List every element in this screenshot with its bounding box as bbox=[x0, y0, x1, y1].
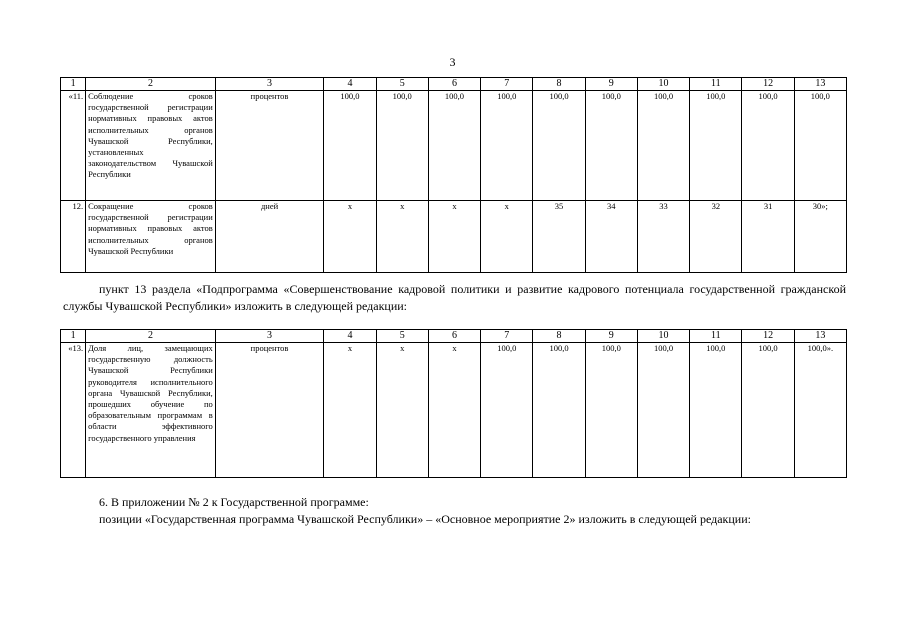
value-cell: x bbox=[324, 343, 376, 478]
value-cell: 100,0 bbox=[428, 91, 480, 201]
value-cell: 100,0 bbox=[742, 343, 794, 478]
column-header: 10 bbox=[637, 330, 689, 343]
value-cell: 31 bbox=[742, 201, 794, 273]
indicator-name: Доля лиц, замещающих государственную должность Чувашской Республики руководителя исполнительного органа Чувашской Республики, прошедших обучение по образовательным программам в области эффективного государственного управления bbox=[86, 343, 216, 478]
indicators-table-2 bbox=[60, 329, 847, 478]
unit-of-measure: процентов bbox=[215, 91, 324, 201]
indicators-table-1 bbox=[60, 77, 847, 273]
value-cell: 100,0 bbox=[533, 91, 585, 201]
value-cell: 100,0 bbox=[690, 343, 742, 478]
value-cell: x bbox=[376, 343, 428, 478]
column-header: 6 bbox=[428, 330, 480, 343]
column-header: 8 bbox=[533, 330, 585, 343]
row-number: «13. bbox=[61, 343, 86, 478]
column-header: 13 bbox=[794, 330, 846, 343]
value-cell: x bbox=[428, 201, 480, 273]
indicator-name: Сокращение сроков государственной регистрации нормативных правовых актов исполнительных органов Чувашской Республики bbox=[86, 201, 216, 273]
paragraph-positions: позиции «Государственная программа Чувашской Республики» – «Основное мероприятие 2» изложить в следующей редакции: bbox=[99, 512, 751, 526]
value-cell: 35 bbox=[533, 201, 585, 273]
paragraph-appendix-2: 6. В приложении № 2 к Государственной программе: bbox=[99, 495, 369, 509]
column-header: 2 bbox=[86, 78, 216, 91]
value-cell: 30»; bbox=[794, 201, 846, 273]
value-cell: 100,0 bbox=[794, 91, 846, 201]
column-header: 6 bbox=[428, 78, 480, 91]
column-header: 3 bbox=[215, 78, 324, 91]
value-cell: x bbox=[324, 201, 376, 273]
row-number: 12. bbox=[61, 201, 86, 273]
indicator-name: Соблюдение сроков государственной регистрации нормативных правовых актов исполнительных органов Чувашской Республики, установленных законодательством Чувашской Республики bbox=[86, 91, 216, 201]
table-header-row bbox=[61, 78, 847, 91]
column-header: 7 bbox=[481, 78, 533, 91]
unit-of-measure: дней bbox=[215, 201, 324, 273]
page-number: 3 bbox=[449, 55, 456, 69]
column-header: 11 bbox=[690, 330, 742, 343]
column-header: 5 bbox=[376, 78, 428, 91]
paragraph-section-13: пункт 13 раздела «Подпрограмма «Совершенствование кадровой политики и развитие кадрового потенциала государственной гражданской службы Чувашской Республики» изложить в следующей редакции: bbox=[63, 282, 846, 313]
value-cell: 100,0». bbox=[794, 343, 846, 478]
column-header: 7 bbox=[481, 330, 533, 343]
value-cell: 100,0 bbox=[637, 343, 689, 478]
value-cell: 100,0 bbox=[585, 91, 637, 201]
column-header: 8 bbox=[533, 78, 585, 91]
column-header: 12 bbox=[742, 330, 794, 343]
value-cell: 100,0 bbox=[637, 91, 689, 201]
column-header: 3 bbox=[215, 330, 324, 343]
column-header: 4 bbox=[324, 78, 376, 91]
column-header: 11 bbox=[690, 78, 742, 91]
column-header: 13 bbox=[794, 78, 846, 91]
value-cell: 32 bbox=[690, 201, 742, 273]
table-header-row bbox=[61, 330, 847, 343]
column-header: 5 bbox=[376, 330, 428, 343]
value-cell: 100,0 bbox=[376, 91, 428, 201]
column-header: 10 bbox=[637, 78, 689, 91]
column-header: 1 bbox=[61, 78, 86, 91]
table-row bbox=[61, 201, 847, 273]
column-header: 12 bbox=[742, 78, 794, 91]
value-cell: 100,0 bbox=[585, 343, 637, 478]
column-header: 4 bbox=[324, 330, 376, 343]
value-cell: 33 bbox=[637, 201, 689, 273]
value-cell: 100,0 bbox=[742, 91, 794, 201]
value-cell: 34 bbox=[585, 201, 637, 273]
table-row bbox=[61, 91, 847, 201]
value-cell: 100,0 bbox=[324, 91, 376, 201]
unit-of-measure: процентов bbox=[215, 343, 324, 478]
column-header: 2 bbox=[86, 330, 216, 343]
value-cell: 100,0 bbox=[690, 91, 742, 201]
row-number: «11. bbox=[61, 91, 86, 201]
value-cell: 100,0 bbox=[481, 91, 533, 201]
column-header: 9 bbox=[585, 330, 637, 343]
value-cell: x bbox=[481, 201, 533, 273]
value-cell: x bbox=[376, 201, 428, 273]
value-cell: 100,0 bbox=[533, 343, 585, 478]
column-header: 1 bbox=[61, 330, 86, 343]
table-row bbox=[61, 343, 847, 478]
value-cell: x bbox=[428, 343, 480, 478]
value-cell: 100,0 bbox=[481, 343, 533, 478]
column-header: 9 bbox=[585, 78, 637, 91]
